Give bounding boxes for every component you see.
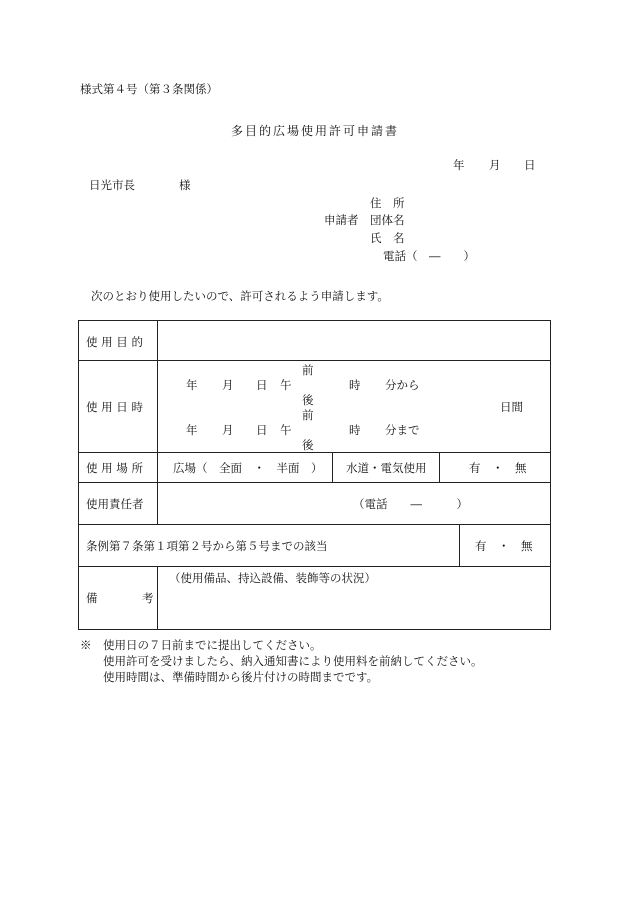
start-minute: 分から: [385, 378, 420, 392]
date-day: 日: [524, 158, 536, 172]
applicant-group-label: 団体名: [370, 213, 405, 227]
start-ampm: 午: [280, 378, 292, 392]
ordinance-choice: 有 ・ 無: [475, 539, 533, 553]
col-divider: [459, 524, 460, 566]
end-hour: 時: [349, 423, 361, 437]
row-divider: [79, 360, 550, 361]
utility-choice: 有 ・ 無: [469, 461, 527, 475]
applicant-label: 申請者: [324, 213, 359, 227]
end-day: 日: [256, 423, 268, 437]
start-day: 日: [256, 378, 268, 392]
col-divider: [157, 321, 158, 524]
date-month: 月: [489, 158, 501, 172]
dates-label: 使 用 日 時: [86, 400, 143, 414]
start-month: 月: [222, 378, 234, 392]
row-divider: [79, 566, 550, 567]
addressee-honorific: 様: [179, 178, 191, 192]
addressee-name: 日光市長: [89, 178, 135, 192]
end-minute: 分まで: [385, 423, 420, 437]
col-divider: [439, 452, 440, 482]
place-label: 使 用 場 所: [86, 461, 143, 475]
date-year: 年: [453, 158, 465, 172]
note-text-1: 使用日の７日前までに提出してください。: [103, 638, 322, 652]
note-line-3: 使用時間は、準備時間から後片付けの時間までです。: [103, 670, 379, 684]
note-line-1: [80, 637, 483, 653]
place-value: 広場（ 全面 ・ 半面 ）: [173, 461, 323, 475]
notes: [80, 637, 483, 685]
start-year: 年: [186, 378, 198, 392]
col-divider: [332, 452, 333, 482]
responsible-phone: （電話 ― ）: [353, 497, 468, 511]
end-month: 月: [222, 423, 234, 437]
intro-text: 次のとおり使用したいので、許可されるよう申請します。: [91, 289, 389, 303]
page-title: 多目的広場使用許可申請書: [230, 124, 399, 138]
days-label: 日間: [500, 400, 523, 414]
end-pm: 後: [302, 438, 314, 452]
utility-label: 水道・電気使用: [346, 461, 427, 475]
purpose-label: 使 用 目 的: [86, 335, 143, 349]
remarks-label-2: 考: [142, 591, 154, 605]
remarks-label-1: 備: [86, 591, 98, 605]
col-divider: [157, 566, 158, 630]
form-number: 様式第４号（第３条関係）: [80, 82, 218, 96]
ordinance-label: 条例第７条第１項第２号から第５号までの該当: [86, 539, 328, 553]
row-divider: [79, 452, 550, 453]
start-am: 前: [302, 363, 314, 377]
end-am: 前: [302, 408, 314, 422]
addressee: [89, 177, 191, 193]
remarks-hint: （使用備品、持込設備、装飾等の状況）: [169, 571, 376, 585]
note-line-2: 使用許可を受けましたら、納入通知書により使用料を前納してください。: [103, 654, 483, 668]
start-hour: 時: [349, 378, 361, 392]
responsible-label: 使用責任者: [86, 497, 144, 511]
end-ampm: 午: [280, 423, 292, 437]
applicant-name-label: 氏 名: [370, 231, 405, 245]
note-mark: ※: [80, 638, 92, 652]
start-pm: 後: [302, 393, 314, 407]
row-divider: [79, 482, 550, 483]
application-table: [78, 320, 551, 630]
applicant-phone-label: 電話（ ― ）: [383, 249, 475, 263]
end-year: 年: [186, 423, 198, 437]
row-divider: [79, 524, 550, 525]
applicant-address-label: 住 所: [370, 196, 405, 210]
